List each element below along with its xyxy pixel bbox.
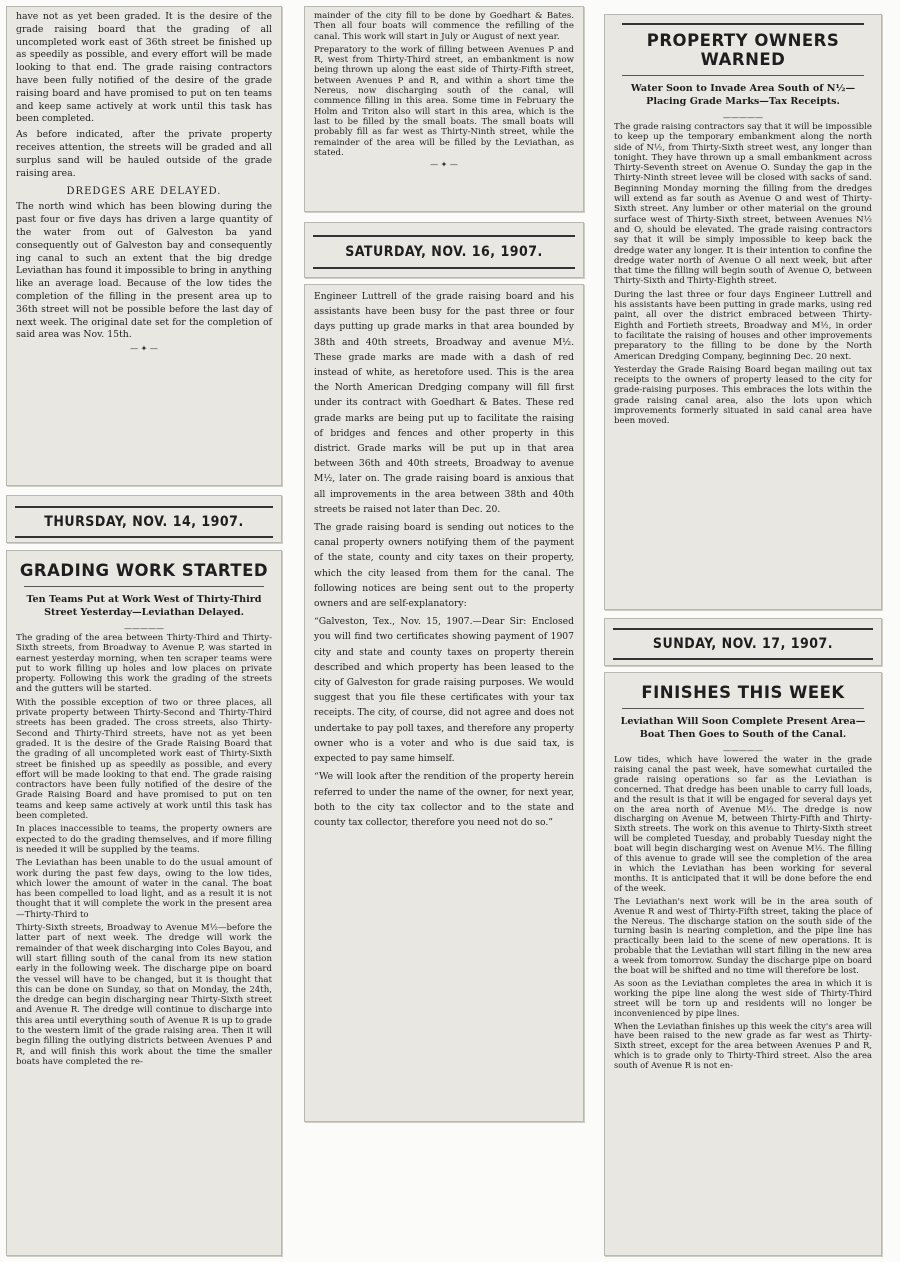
deck: Water Soon to Invade Area South of N½—Placing Grade Marks—Tax Receipts. <box>630 83 856 107</box>
article-paragraph: “We will look after the rendition of the property herein referred to under the name of the owner, for next year, both to the city tax collector and to the state and county tax collector, therefore you need not do so.” <box>314 771 574 828</box>
article-paragraph: When the Leviathan finishes up this week the city's area will have been raised to the new grade as far west as Thirty-Sixth street, except for the area between Avenues P and R, which is to grade only to Thirty-Third street. Also the area south of Avenue R is not en- <box>614 1020 872 1071</box>
clipping-continuation-col2 <box>304 6 584 212</box>
date-line: SATURDAY, NOV. 16, 1907. <box>345 244 543 260</box>
divider-ornament: ————— <box>124 624 164 633</box>
article-paragraph: With the possible exception of two or three places, all private property between Thirty-Second and Thirty-Third streets has been graded. The cross streets, also Thirty-Second and Thirty-Third streets, have not as yet been graded. It is the desire of the Grade Raising Board that the grading of all uncompleted work east of Thirty-Sixth street be finished up as speedily as possible, and every effort will be made looking to that end. The grade raising contractors have been fully notified of the desire of the Grade Raising Board and have promised to put on ten teams and keep same actively at work until this task has been completed. <box>16 697 272 822</box>
clipping-continuation-col1 <box>6 6 282 486</box>
date-banner-sunday <box>604 618 882 666</box>
deck: Ten Teams Put at Work West of Thirty-Third Street Yesterday—Leviathan Delayed. <box>26 594 262 618</box>
article-paragraph: have not as yet been graded. It is the desire of the grade raising board that the grading of all uncompleted work east of 36th street be finished up as speedily as possible, and every effort will be made looking to that end. The grade raising contractors have been fully notified of the desire of the grade raising board and have promised to put on ten teams and keep same actively at work until this task has been completed. <box>16 11 272 125</box>
article-property-owners-warned <box>604 14 882 610</box>
article-paragraph: Thirty-Sixth streets, Broadway to Avenue M½—before the latter part of next week. The dredge will work the remainder of that week discharging into Coles Bayou, and will start filling south of the canal from its new station early in the following week. The discharge pipe on board the vessel will have to be changed, but it is thought that this can be done on Sunday, so that on Monday, the 24th, the dredge can begin discharging near Thirty-Sixth street and Avenue R. The dredge will continue to discharge into this area until everything south of Avenue R is up to grade to the western limit of the grade raising area. Then it will begin filling the outlying districts between Avenues P and R, and will finish this work about the time the smaller boats have completed the re- <box>16 923 272 1067</box>
article-paragraph: “Galveston, Tex., Nov. 15, 1907.—Dear Sir: Enclosed you will find two certificates showing payment of 1907 city and state and county taxes on property therein described and which property has been leased to the city of Galveston for grade raising purposes. We would suggest that you file these certificates with your tax receipts. The city, of course, did not agree and does not undertake to pay poll taxes, and therefore any property owner who is a voter and who is due said tax, is expected to pay same himself. <box>314 616 574 765</box>
article-paragraph: mainder of the city fill to be done by Goedhart & Bates. Then all four boats will commence the refilling of the canal. This work will start in July or August of next year. <box>314 11 574 42</box>
article-saturday <box>304 284 584 1122</box>
headline: GRADING WORK STARTED <box>19 561 269 580</box>
article-paragraph: Engineer Luttrell of the grade raising board and his assistants have been busy for the past three or four days putting up grade marks in that area bounded by 38th and 40th streets, Broadway and avenue M½. These grade marks are made with a dash of red instead of white, as heretofore used. This is the area the North American Dredging company will fill first under its contract with Goedhart & Bates. These red grade marks are being put up to facilitate the raising of bridges and fences and other property in this district. Grade marks will be put up in that area between 36th and 40th streets, Broadway to avenue M½, later on. The grade raising board is anxious that all improvements in the area between 38th and 40th streets be raised not later than Dec. 20. <box>314 291 574 515</box>
article-paragraph: The grade raising board is sending out notices to the canal property owners notifying them of the payment of the state, county and city taxes on their property, which the city leased from them for the canal. The following notices are being sent out to the property owners and are self-explanatory: <box>314 522 574 610</box>
date-line: SUNDAY, NOV. 17, 1907. <box>652 636 834 652</box>
date-banner-thursday <box>6 495 282 543</box>
article-paragraph: The north wind which has been blowing during the past four or five days has driven a large quantity of the water from out of Galveston ba yand consequently out of Galveston bay and consequently ing canal to such an extent that the big dredge Leviathan has found it impossible to bring in anything like an average load. Because of the low tides the completion of the filling in the present area up to 36th street will not be possible before the last day of next week. The original date set for the completion of said area was Nov. 15th. <box>16 201 272 341</box>
article-paragraph: The Leviathan has been unable to do the usual amount of work during the past few days, owing to the low tides, which lower the amount of water in the canal. The boat has been compelled to load light, and as a result it is not thought that it will complete the work in the present area—Thirty-Third to <box>16 858 272 920</box>
divider-ornament: — ✦ — <box>430 160 458 170</box>
section-subhead: DREDGES ARE DELAYED. <box>66 186 222 198</box>
article-paragraph: The Leviathan's next work will be in the area south of Avenue R and west of Thirty-Fifth street, taking the place of the Nereus. The discharge station on the south side of the turning basin is nearing completion, and the pipe line has practically been laid to the scene of new operations. It is probable that the Leviathan will start filling in the new area a week from tomorrow. Sunday the discharge pipe on board the boat will be shifted and no time will therefore be lost. <box>614 895 872 976</box>
article-paragraph: The grade raising contractors say that it will be impossible to keep up the temporary embankment along the north side of N½, from Thirty-Sixth street west, any longer than tonight. They have thrown up a small embankment across Thirty-Seventh street on Avenue O. Sunday the gap in the Thirty-Ninth street levee will be closed with sacks of sand. Beginning Monday morning the filling from the dredges will extend as far south as Avenue O and west of Thirty-Sixth street. Any lumber or other material on the ground surface west of Thirty-Sixth street, between Avenues N½ and O, should be elevated. The grade raising contractors say that it will be simply impossible to keep back the dredge water any longer. It is their intention to confine the dredge water north of Avenue O all next week, but after that time the filling will begin south of Avenue O, between Thirty-Sixth and Thirty-Eighth street. <box>614 122 872 287</box>
article-paragraph: Yesterday the Grade Raising Board began mailing out tax receipts to the owners of property leased to the city for grade-raising purposes. This embraces the lots within the grade raising canal area, also the lots upon which improvements formerly situated in said canal area have been moved. <box>614 364 872 427</box>
article-paragraph: As before indicated, after the private property receives attention, the streets will be graded and all surplus sand will be hauled outside of the grade raising area. <box>16 129 272 179</box>
divider-ornament: — ✦ — <box>130 344 158 354</box>
date-line: THURSDAY, NOV. 14, 1907. <box>44 514 244 530</box>
divider-ornament: ————— <box>723 746 763 755</box>
article-paragraph: As soon as the Leviathan completes the area in which it is working the pipe line along the west side of Thirty-Third street will be torn up and residents will no longer be inconvenienced by pipe lines. <box>614 977 872 1018</box>
article-paragraph: During the last three or four days Engineer Luttrell and his assistants have been putting in grade marks, using red paint, all over the district embraced between Thirty-Eighth and Fortieth streets, Broadway and M½, in order to facilitate the raising of houses and other improvements preparatory to the filling to be done by the North American Dredging Company, beginning Dec. 20 next. <box>614 289 872 362</box>
article-grading-work-started <box>6 550 282 1256</box>
article-paragraph: The grading of the area between Thirty-Third and Thirty-Sixth streets, from Broadway to Avenue P, was started in earnest yesterday morning, when ten scraper teams were put to work filling up holes and low places on private property. Following this work the grading of the streets and the gutters will be started. <box>16 633 272 695</box>
article-paragraph: In places inaccessible to teams, the property owners are expected to do the grading themselves, and if more filling is needed it will be supplied by the teams. <box>16 824 272 855</box>
article-paragraph: Low tides, which have lowered the water in the grade raising canal the past week, have somewhat curtailed the grade raising operations so far as the Leviathan is concerned. That dredge has been unable to carry full loads, and the result is that it will be engaged for several days yet on the area north of Avenue M½. The dredge is now discharging on Avenue M, between Thirty-Fifth and Thirty-Sixth streets. The work on this avenue to Thirty-Sixth street will be completed Tuesday, and probably Tuesday night the boat will begin discharging west on Avenue M½. The filling of this avenue to grade will see the completion of the area in which the Leviathan has been working for several months. It is anticipated that it will be done before the end of the week. <box>614 754 872 893</box>
deck: Leviathan Will Soon Complete Present Area—Boat Then Goes to South of the Canal. <box>620 716 866 740</box>
date-banner-saturday <box>304 222 584 278</box>
headline: PROPERTY OWNERS WARNED <box>646 31 840 69</box>
article-finishes-this-week <box>604 672 882 1256</box>
headline: FINISHES THIS WEEK <box>641 683 845 702</box>
article-paragraph: Preparatory to the work of filling between Avenues P and R, west from Thirty-Third street, an embankment is now being thrown up along the east side of Thirty-Fifth street, between Avenues P and R, and within a short time the Nereus, now discharging south of the canal, will commence filling in this area. Some time in February the Holm and Triton also will start in this area, which is the last to be filled by the small boats. The small boats will probably fill as far west as Thirty-Ninth street, while the remainder of the area will be filled by the Leviathan, as stated. <box>314 44 574 158</box>
divider-ornament: ————— <box>723 113 763 122</box>
